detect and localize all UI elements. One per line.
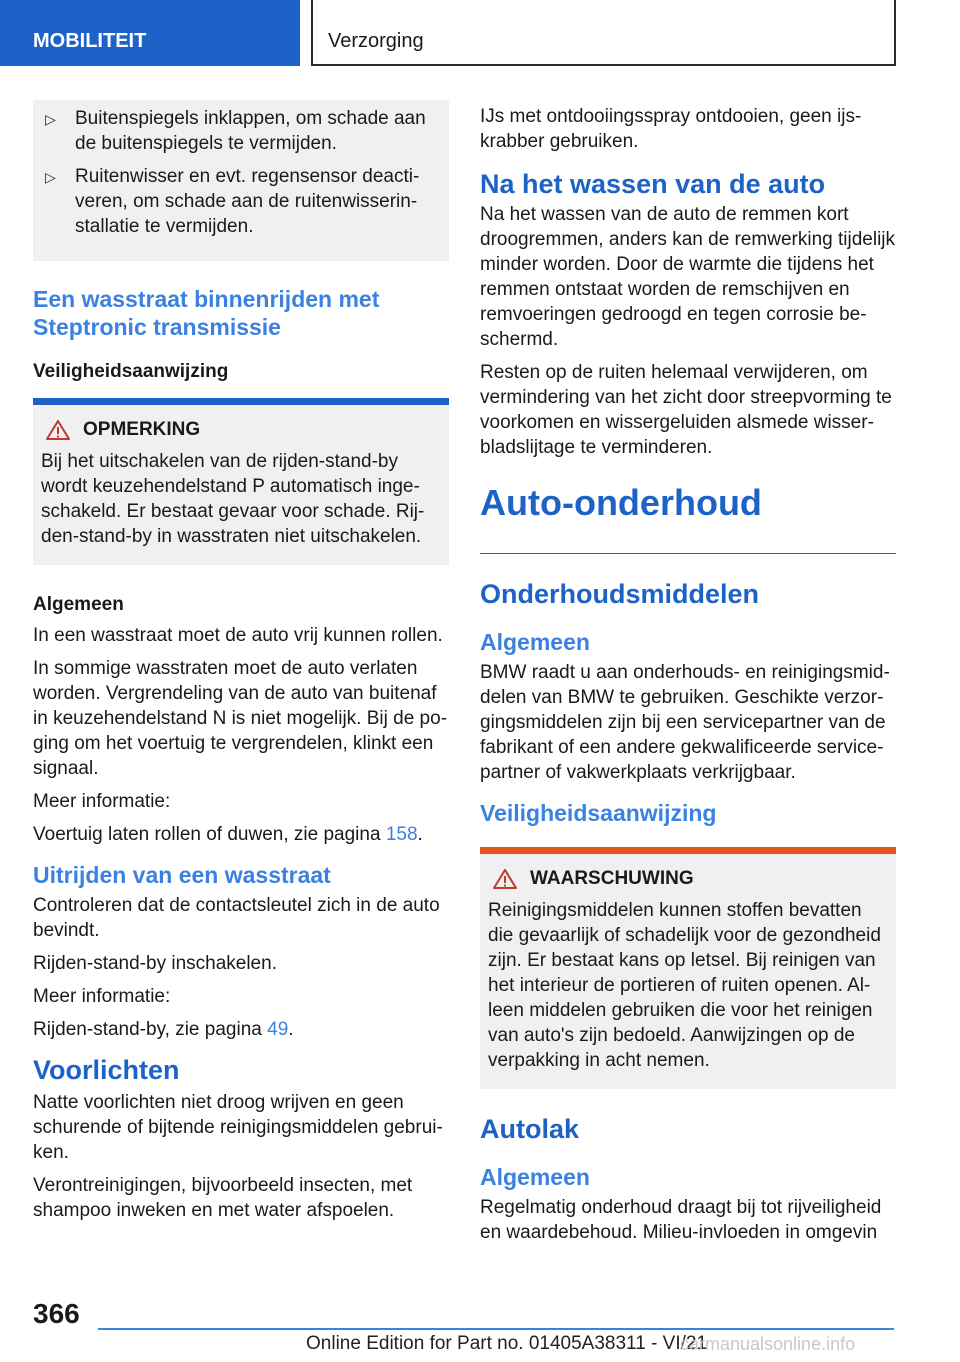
general-label: Algemeen — [33, 594, 124, 615]
paragraph: Rijden-stand-by inschakelen. — [33, 953, 277, 974]
heading-paint: Autolak — [480, 1114, 580, 1144]
paragraph: Resten op de ruiten helemaal verwijderen, om vermindering van het zicht door streepvorming te voorkomen en wissergeluiden alsmede wisserbladslijtage te verminderen. — [480, 362, 892, 458]
paragraph: Verontreinigingen, bijvoorbeeld insecten, met shampoo inweken en met water afspoelen. — [33, 1175, 413, 1221]
page-link-49[interactable]: 49 — [267, 1019, 289, 1040]
paragraph: Controleren dat de contactsleutel zich in de auto bevindt. — [33, 895, 440, 941]
heading-lights: Voorlichten — [33, 1055, 180, 1085]
paragraph: Meer informatie: — [33, 986, 171, 1007]
warning-box — [480, 847, 896, 1089]
heading-exit: Uitrijden van een wasstraat — [33, 862, 331, 888]
reference-line: Rijden-stand-by, zie pagina 49. — [33, 1019, 294, 1040]
heading-after-wash: Na het wassen van de auto — [480, 169, 826, 199]
warning-text: Reinigingsmiddelen kunnen stoffen bevatten die gevaarlijk of schadelijk voor de gezondheid zijn. Er bestaat kans op letsel. Bij reinigen van het interieur de portieren of ruiten openen. Alleen middelen gebruiken die voor het reinigen van auto's zijn bedoeld. Aanwijzingen op de verpakking in acht nemen. — [488, 900, 881, 1071]
paragraph: BMW raadt u aan onderhouds- en reinigingsmiddelen van BMW te gebruiken. Geschikte verzorgingsmiddelen zijn bij een servicepartner van de fabrikant of een andere gekwalificeerde servicepartner of vakwerkplaats verkrijgbaar. — [480, 662, 890, 783]
right-column-lower — [480, 578, 896, 1253]
subheading-general: Algemeen — [480, 1164, 590, 1190]
heading-rule — [480, 553, 896, 554]
notice-title: OPMERKING — [83, 419, 201, 440]
list-item: ▷ Buitenspiegels inklappen, om schade aan de buitenspiegels te vermijden. — [45, 108, 426, 154]
paragraph: Regelmatig onderhoud draagt bij tot rijveiligheid en waardebehoud. Milieu-invloeden in omgevin — [480, 1197, 882, 1243]
section-tab: MOBILITEIT — [0, 0, 300, 66]
warning-title: WAARSCHUWING — [530, 868, 694, 889]
right-column — [480, 100, 896, 524]
paragraph: In sommige wasstraten moet de auto verlaten worden. Vergrendeling van de auto van buitenaf in keuzehendelstand N is niet mogelijk. Bij de poging om het voertuig te vergrendelen, klinkt een signaal. — [33, 658, 448, 779]
paragraph: Meer informatie: — [33, 791, 171, 812]
triangle-bullet-icon: ▷ — [45, 111, 56, 127]
footer-rule — [98, 1328, 894, 1330]
watermark: carmanualsonline.info — [680, 1334, 856, 1354]
warning-triangle-icon — [45, 419, 71, 441]
reference-line: Voertuig laten rollen of duwen, zie pagina 158. — [33, 824, 423, 845]
notice-text: Bij het uitschakelen van de rijden-stand-by wordt keuzehendelstand P automatisch ingeschakeld. Er bestaat gevaar voor schade. Rijden-stand-by in wasstraten niet uitschakelen. — [41, 451, 425, 547]
page-number: 366 — [33, 1298, 80, 1329]
warning-triangle-icon — [492, 868, 518, 890]
heading-main: Auto-onderhoud — [480, 482, 762, 523]
heading-carwash: Een wasstraat binnenrijden met Steptronic transmissie — [33, 286, 380, 340]
subheading-safety: Veiligheidsaanwijzing — [480, 800, 717, 826]
paragraph: IJs met ontdooiingsspray ontdooien, geen ijskrabber gebruiken. — [480, 106, 862, 152]
notice-box — [33, 398, 449, 565]
paragraph: In een wasstraat moet de auto vrij kunnen rollen. — [33, 625, 443, 646]
triangle-bullet-icon: ▷ — [45, 169, 56, 185]
paragraph: Na het wassen van de auto de remmen kort droogremmen, anders kan de remwerking tijdelijk minder worden. Door de warmte die tijdens het remmen ontstaat worden de remschijven en remvoeringen gedroogd en tegen corrosie beschermd. — [480, 204, 896, 350]
chapter-title: Verzorging — [311, 0, 896, 66]
bullet-box — [33, 100, 449, 261]
safety-label: Veiligheidsaanwijzing — [33, 361, 229, 382]
subheading-general: Algemeen — [480, 629, 590, 655]
page-link-158[interactable]: 158 — [385, 824, 418, 845]
heading-care-products: Onderhoudsmiddelen — [480, 579, 760, 609]
list-item: ▷ Ruitenwisser en evt. regensensor deactiveren, om schade aan de ruitenwisserinstallatie te vermijden. — [45, 166, 420, 237]
footer-edition: Online Edition for Part no. 01405A38311 - VI/21 — [306, 1333, 708, 1354]
left-column — [33, 100, 449, 1231]
paragraph: Natte voorlichten niet droog wrijven en geen schurende of bijtende reinigingsmiddelen gebruiken. — [33, 1092, 443, 1163]
